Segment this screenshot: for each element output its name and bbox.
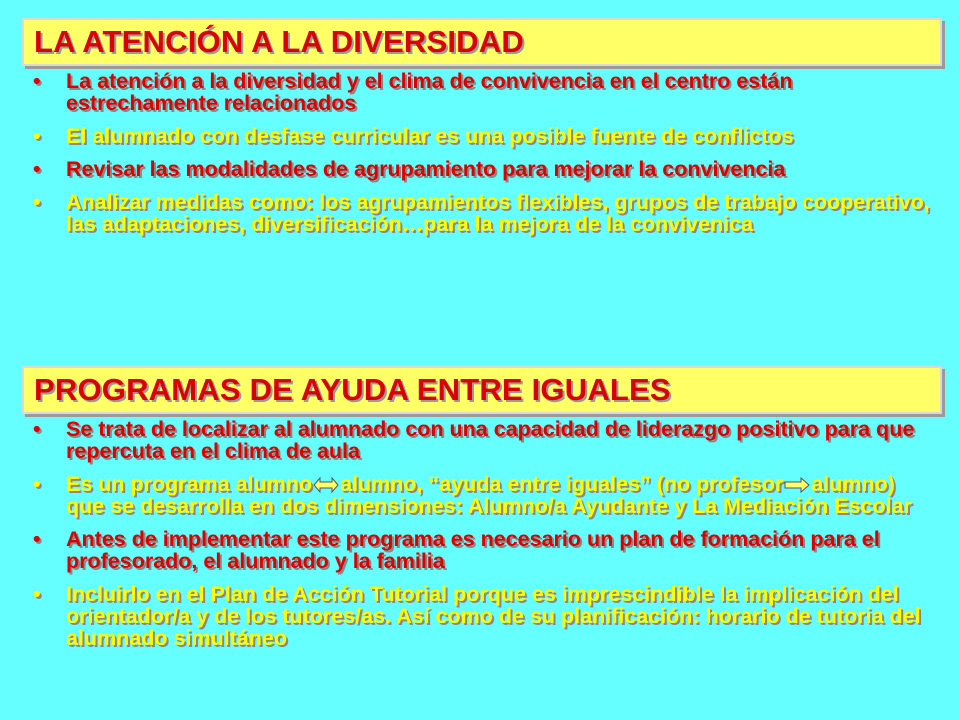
section-title: LA ATENCIÓN A LA DIVERSIDAD bbox=[34, 24, 524, 59]
section-title: PROGRAMAS DE AYUDA ENTRE IGUALES bbox=[34, 372, 671, 407]
bullet-icon: • bbox=[33, 190, 41, 214]
list-item bbox=[30, 125, 930, 147]
right-arrow-icon bbox=[784, 476, 810, 494]
bullet-icon: • bbox=[33, 157, 41, 181]
list-item-text-part: alumno) que se desarrolla en dos dimensiones: Alumno/a Ayudante y La Mediación Escolar bbox=[66, 472, 912, 518]
section-title-banner-diversidad bbox=[22, 18, 942, 66]
list-item bbox=[30, 583, 930, 649]
list-item-text-part: Es un programa alumno bbox=[66, 472, 313, 496]
list-item-text: La atención a la diversidad y el clima de convivencia en el centro están estrechamente relacionados bbox=[66, 69, 793, 115]
list-item-text: Analizar medidas como: los agrupamientos flexibles, grupos de trabajo cooperativo, las adaptaciones, diversificación…para la mejora de la convivenica bbox=[66, 190, 930, 236]
list-item bbox=[30, 70, 930, 114]
list-item-text: Se trata de localizar al alumnado con una capacidad de liderazgo positivo para que repercuta en el clima de aula bbox=[66, 417, 915, 463]
bullet-icon: • bbox=[33, 124, 41, 148]
list-item bbox=[30, 418, 930, 462]
bullet-icon: • bbox=[33, 69, 41, 93]
list-item bbox=[30, 528, 930, 572]
list-item-text: Revisar las modalidades de agrupamiento para mejorar la convivencia bbox=[66, 157, 786, 181]
list-item bbox=[30, 191, 930, 235]
list-item bbox=[30, 158, 930, 180]
list-item-text: El alumnado con desfase curricular es una posible fuente de conflictos bbox=[66, 124, 794, 148]
bullet-icon: • bbox=[33, 472, 41, 496]
list-item-text-part: alumno, “ayuda entre iguales” (no profesor bbox=[340, 472, 784, 496]
section-title-banner-programas bbox=[22, 366, 942, 414]
programs-bullet-list bbox=[30, 418, 930, 660]
diversity-bullet-list bbox=[30, 70, 930, 246]
list-item-text: Incluirlo en el Plan de Acción Tutorial porque es imprescindible la implicación del orientador/a y de los tutores/as. Así como de su planificación: horario de tutoria del alumnado simultáneo bbox=[66, 582, 921, 650]
list-item bbox=[30, 473, 930, 517]
list-item-text: Antes de implementar este programa es necesario un plan de formación para el profesorado, el alumnado y la familia bbox=[66, 527, 880, 573]
left-right-arrow-icon bbox=[313, 476, 339, 494]
bullet-icon: • bbox=[33, 417, 41, 441]
bullet-icon: • bbox=[33, 527, 41, 551]
bullet-icon: • bbox=[33, 582, 41, 606]
